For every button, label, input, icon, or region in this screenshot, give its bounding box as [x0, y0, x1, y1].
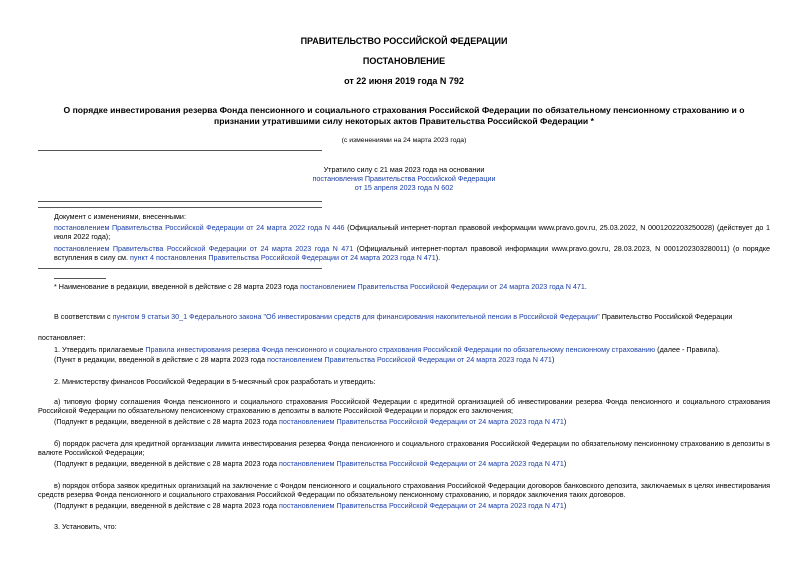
redaction-end: ) [563, 417, 567, 426]
title-line-1: О порядке инвестирования резерва Фонда пенсионного и социального страхования Российской Федерации по обязательному пенсионному страхованию и о [63, 105, 745, 115]
item-1 [54, 345, 770, 354]
expired-link-1[interactable]: постановления Правительства Российской Федерации [312, 174, 496, 184]
item-2: 2. Министерству финансов Российской Федерации в 5-месячный срок разработать и утвердить: [54, 377, 376, 386]
government-name: ПРАВИТЕЛЬСТВО РОССИЙСКОЙ ФЕДЕРАЦИИ [300, 36, 508, 46]
item-3: 3. Установить, что: [54, 522, 117, 531]
divider [38, 150, 322, 151]
redaction-link[interactable]: постановлением Правительства Российской Федерации от 24 марта 2023 года N 471 [267, 355, 552, 364]
expired-link-2[interactable]: от 15 апреля 2023 года N 602 [354, 183, 454, 193]
redaction-end: ) [563, 459, 567, 468]
item-1-redaction [54, 355, 770, 364]
item-1-rules-link[interactable]: Правила инвестирования резерва Фонда пенсионного и социального страхования Российской Федерации по обязательному пенсионному страхованию [145, 345, 656, 354]
preamble [54, 312, 770, 321]
item-1-text: 1. Утвердить прилагаемые [54, 345, 146, 354]
changes-intro: Документ с изменениями, внесенными: [54, 212, 186, 221]
item-2v: в) порядок отбора заявок кредитных организаций на заключение с Фондом пенсионного и социального страхования Российской Федерации договоров банковского депозита, заключаемых в целях инвестирования средств резерва Фонда пенсионного и социального страхования Российской Федерации по обязательному пенсионному страхованию, и порядок заключения таких договоров. [38, 481, 770, 500]
change-item-1 [54, 223, 770, 241]
divider [38, 268, 322, 269]
divider [38, 201, 322, 202]
footnote [54, 282, 770, 291]
change-item-2-end: ). [435, 252, 441, 262]
decides-text: постановляет: [38, 333, 86, 342]
redaction-prefix: (Подпункт в редакции, введенной в действие с 28 марта 2023 года [54, 501, 280, 510]
change-item-1-link[interactable]: постановлением Правительства Российской Федерации от 24 марта 2022 года N 446 [54, 223, 345, 233]
item-2b: б) порядок расчета для кредитной организации лимита инвестирования резерва Фонда пенсионного и социального страхования Российской Федерации по обязательному пенсионному страхованию в депозиты в валюте Российской Федерации; [38, 439, 770, 458]
redaction-prefix: (Подпункт в редакции, введенной в действие с 28 марта 2023 года [54, 459, 280, 468]
changes-note: (с изменениями на 24 марта 2023 года) [341, 137, 467, 144]
footnote-link[interactable]: постановлением Правительства Российской Федерации от 24 марта 2023 года N 471 [300, 282, 585, 291]
change-item-2-link[interactable]: постановлением Правительства Российской Федерации от 24 марта 2023 года N 471 [54, 243, 354, 253]
change-item-2-link-2[interactable]: пункт 4 постановления Правительства Российской Федерации от 24 марта 2023 года N 471 [130, 252, 436, 262]
title-line-2: признании утратившими силу некоторых актов Правительства Российской Федерации * [214, 116, 594, 127]
expired-text: Утратило силу с 21 мая 2023 года на основании [323, 165, 485, 174]
document-title [38, 105, 770, 127]
document-date-number: от 22 июня 2019 года N 792 [344, 76, 464, 86]
redaction-link[interactable]: постановлением Правительства Российской Федерации от 24 марта 2023 года N 471 [279, 501, 564, 510]
redaction-prefix: (Пункт в редакции, введенной в действие с 28 марта 2023 года [54, 355, 268, 364]
item-2a: а) типовую форму соглашения Фонда пенсионного и социального страхования Российской Федерации с кредитной организацией об инвестировании резерва Фонда пенсионного и социального страхования Российской Федерации по обязательному пенсионному страхованию в депозиты в валюте Российской Федерации и порядок его заключения; [38, 397, 770, 416]
footnote-end: . [584, 282, 587, 291]
expired-block [38, 165, 770, 193]
divider [38, 207, 322, 208]
change-item-1-text: (Официальный интернет-портал правовой информации www.pravo.gov.ru, 25.03.2022, N 0001202203250028) (действует до 1 июля 2022 года); [54, 223, 770, 242]
item-2b-redaction [54, 459, 770, 468]
preamble-text-1: В соответствии с [54, 312, 113, 321]
change-item-2 [54, 244, 770, 262]
redaction-end: ) [551, 355, 555, 364]
redaction-link[interactable]: постановлением Правительства Российской Федерации от 24 марта 2023 года N 471 [279, 417, 564, 426]
change-item-2-text: (Официальный интернет-портал правовой информации www.pravo.gov.ru, 28.03.2023, N 0001202303280011) (о порядке вступления в силу см. [54, 243, 770, 262]
item-2v-redaction [54, 501, 770, 510]
item-1-end: (далее - Правила). [655, 345, 720, 354]
footnote-text: * Наименование в редакции, введенной в действие с 28 марта 2023 года [54, 282, 301, 291]
preamble-text-2: Правительство Российской Федерации [599, 312, 733, 321]
redaction-end: ) [563, 501, 567, 510]
footnote-divider [54, 278, 106, 279]
redaction-link[interactable]: постановлением Правительства Российской Федерации от 24 марта 2023 года N 471 [279, 459, 564, 468]
changes-document-block [54, 212, 770, 262]
redaction-prefix: (Подпункт в редакции, введенной в действие с 28 марта 2023 года [54, 417, 280, 426]
document-type: ПОСТАНОВЛЕНИЕ [362, 56, 446, 66]
item-2a-redaction [54, 417, 770, 426]
preamble-law-link[interactable]: пунктом 9 статьи 30_1 Федерального закона "Об инвестировании средств для финансирования накопительной пенсии в Российской Федерации" [112, 312, 600, 321]
